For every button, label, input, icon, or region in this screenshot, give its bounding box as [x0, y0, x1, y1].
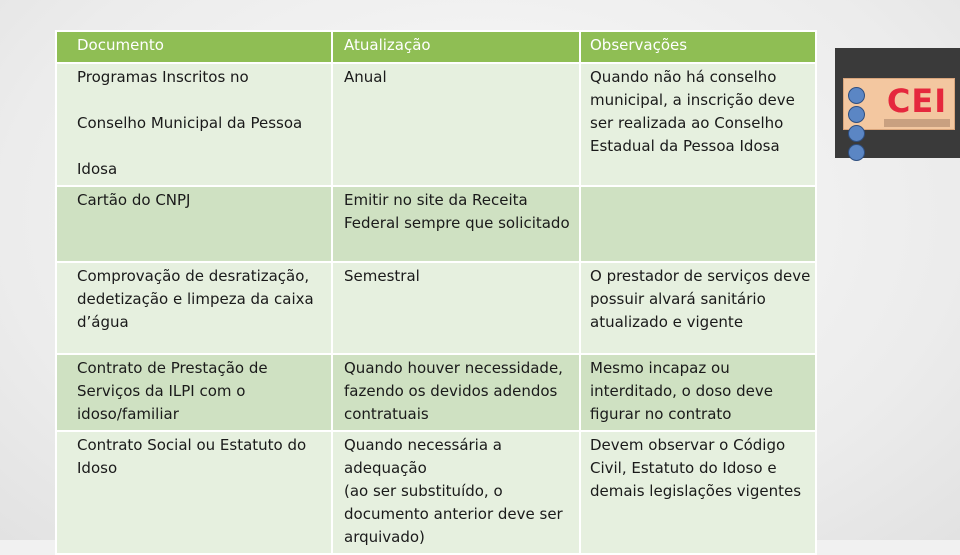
cell-documento: Programas Inscritos no Conselho Municipal da Pessoa Idosa — [56, 63, 332, 186]
cell-documento: Cartão do CNPJ — [56, 186, 332, 262]
header-documento: Documento — [56, 31, 332, 63]
table-row — [56, 354, 816, 431]
elderly-council-logo-icon — [843, 78, 955, 130]
documents-table — [55, 30, 817, 555]
cell-atualizacao: Anual — [332, 63, 580, 186]
header-atualizacao: Atualização — [332, 31, 580, 63]
header-observacoes: Observações — [580, 31, 816, 63]
table-row — [56, 186, 816, 262]
cell-documento: Contrato Social ou Estatuto do Idoso — [56, 431, 332, 554]
logo-subtitle-decoration — [884, 119, 950, 127]
cell-documento: Contrato de Prestação de Serviços da ILPI com o idoso/familiar — [56, 354, 332, 431]
people-icon — [848, 87, 882, 121]
cell-atualizacao: Quando necessária a adequação (ao ser substituído, o documento anterior deve ser arquivado) — [332, 431, 580, 554]
table-header-row — [56, 31, 816, 63]
logo-text: CEI — [886, 82, 948, 120]
cell-observacoes — [580, 186, 816, 262]
table-row — [56, 262, 816, 354]
cell-observacoes: O prestador de serviços deve possuir alvará sanitário atualizado e vigente — [580, 262, 816, 354]
cell-atualizacao: Quando houver necessidade, fazendo os devidos adendos contratuais — [332, 354, 580, 431]
cell-atualizacao: Semestral — [332, 262, 580, 354]
cell-atualizacao: Emitir no site da Receita Federal sempre que solicitado — [332, 186, 580, 262]
cell-observacoes: Quando não há conselho municipal, a inscrição deve ser realizada ao Conselho Estadual da Pessoa Idosa — [580, 63, 816, 186]
cell-observacoes: Mesmo incapaz ou interditado, o doso deve figurar no contrato — [580, 354, 816, 431]
logo-panel — [835, 48, 960, 158]
cell-observacoes: Devem observar o Código Civil, Estatuto do Idoso e demais legislações vigentes — [580, 431, 816, 554]
table-row — [56, 431, 816, 554]
table-row — [56, 63, 816, 186]
cell-documento: Comprovação de desratização, dedetização e limpeza da caixa d’água — [56, 262, 332, 354]
